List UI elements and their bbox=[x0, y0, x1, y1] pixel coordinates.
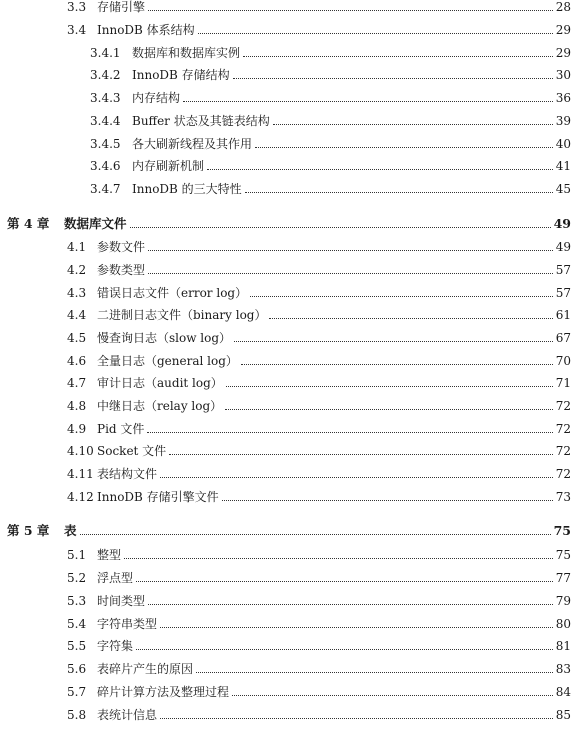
dot-leader bbox=[232, 694, 553, 696]
toc-entry[interactable] bbox=[67, 15, 571, 37]
toc-entry[interactable] bbox=[67, 631, 571, 653]
toc-entry[interactable] bbox=[67, 654, 571, 676]
toc-entry[interactable] bbox=[67, 459, 571, 481]
dot-leader bbox=[136, 648, 553, 650]
toc-entry-page-number: 28 bbox=[555, 0, 571, 14]
toc-entry-page-number: 79 bbox=[555, 594, 571, 608]
toc-entry-title: 二进制日志文件（binary log） bbox=[97, 308, 267, 322]
toc-entry-number: 3.4.2 bbox=[90, 68, 121, 82]
dot-leader bbox=[222, 499, 553, 501]
toc-entry-page-number: 72 bbox=[555, 399, 571, 413]
toc-entry-page-number: 80 bbox=[555, 617, 571, 631]
toc-entry-number: 5.1 bbox=[67, 548, 87, 562]
toc-entry-number: 4.12 bbox=[67, 490, 94, 504]
toc-entry-page-number: 72 bbox=[555, 467, 571, 481]
toc-entry-page-number: 49 bbox=[553, 216, 571, 231]
toc-entry-page-number: 45 bbox=[555, 182, 571, 196]
dot-leader bbox=[207, 168, 553, 170]
toc-entry-number: 5.2 bbox=[67, 571, 87, 585]
toc-entry[interactable] bbox=[67, 700, 571, 722]
toc-entry-number: 3.4.5 bbox=[90, 137, 121, 151]
toc-entry-title: 审计日志（audit log） bbox=[97, 376, 223, 390]
dot-leader bbox=[196, 671, 553, 673]
toc-entry-title: 慢查询日志（slow log） bbox=[97, 331, 232, 345]
toc-entry-number: 4.5 bbox=[67, 331, 87, 345]
dot-leader bbox=[160, 717, 553, 719]
toc-entry[interactable] bbox=[67, 391, 571, 413]
dot-leader bbox=[148, 249, 553, 251]
toc-entry-title: 全量日志（general log） bbox=[97, 354, 238, 368]
toc-entry-title: 碎片计算方法及整理过程 bbox=[97, 685, 230, 699]
toc-entry-title: 中继日志（relay log） bbox=[97, 399, 223, 413]
toc-entry-number: 3.4 bbox=[67, 23, 87, 37]
toc-entry-number: 5.8 bbox=[67, 708, 87, 722]
dot-leader bbox=[243, 55, 553, 57]
toc-entry-number: 3.4.1 bbox=[90, 46, 121, 60]
dot-leader bbox=[80, 533, 551, 535]
toc-entry-number: 3.4.7 bbox=[90, 182, 121, 196]
toc-entry-number: 第 5 章 bbox=[7, 523, 50, 538]
toc-entry-title: 数据库和数据库实例 bbox=[132, 46, 241, 60]
toc-entry[interactable] bbox=[67, 323, 571, 345]
toc-entry-title: Buffer 状态及其链表结构 bbox=[132, 114, 270, 128]
toc-entry[interactable] bbox=[67, 278, 571, 300]
toc-entry[interactable] bbox=[67, 677, 571, 699]
toc-entry-title: InnoDB 体系结构 bbox=[97, 23, 195, 37]
dot-leader bbox=[160, 626, 553, 628]
toc-entry-number: 第 4 章 bbox=[7, 216, 50, 231]
toc-entry[interactable] bbox=[67, 368, 571, 390]
toc-entry[interactable] bbox=[67, 0, 571, 14]
toc-entry-page-number: 57 bbox=[555, 286, 571, 300]
dot-leader bbox=[148, 272, 553, 274]
toc-entry-page-number: 40 bbox=[555, 137, 571, 151]
toc-entry-page-number: 57 bbox=[555, 263, 571, 277]
toc-entry-number: 4.11 bbox=[67, 467, 94, 481]
toc-entry[interactable] bbox=[90, 129, 571, 151]
dot-leader bbox=[148, 603, 553, 605]
dot-leader bbox=[130, 226, 551, 228]
toc-entry[interactable] bbox=[90, 151, 571, 173]
toc-entry-page-number: 84 bbox=[555, 685, 571, 699]
toc-entry-page-number: 77 bbox=[555, 571, 571, 585]
toc-entry-number: 4.4 bbox=[67, 308, 87, 322]
toc-entry-page-number: 41 bbox=[555, 159, 571, 173]
toc-entry-title: InnoDB 存储结构 bbox=[132, 68, 230, 82]
toc-entry-number: 3.4.6 bbox=[90, 159, 121, 173]
dot-leader bbox=[225, 408, 553, 410]
toc-entry-title: InnoDB 存储引擎文件 bbox=[97, 490, 219, 504]
dot-leader bbox=[255, 146, 553, 148]
dot-leader bbox=[148, 9, 553, 11]
dot-leader bbox=[147, 431, 552, 433]
toc-entry-page-number: 67 bbox=[555, 331, 571, 345]
toc-entry-number: 3.3 bbox=[67, 0, 87, 14]
toc-entry-title: 字符串类型 bbox=[97, 617, 158, 631]
toc-entry-title: 参数类型 bbox=[97, 263, 146, 277]
toc-entry-number: 3.4.4 bbox=[90, 114, 121, 128]
toc-entry-page-number: 36 bbox=[555, 91, 571, 105]
toc-entry-title: Pid 文件 bbox=[97, 422, 145, 436]
toc-entry-title: 内存结构 bbox=[132, 91, 181, 105]
toc-entry-page-number: 29 bbox=[555, 46, 571, 60]
toc-entry-page-number: 30 bbox=[555, 68, 571, 82]
dot-leader bbox=[234, 340, 553, 342]
toc-entry-number: 5.7 bbox=[67, 685, 87, 699]
dot-leader bbox=[226, 385, 553, 387]
toc-entry-title: 时间类型 bbox=[97, 594, 146, 608]
toc-entry-number: 4.7 bbox=[67, 376, 87, 390]
toc-entry-number: 5.4 bbox=[67, 617, 87, 631]
toc-entry-page-number: 83 bbox=[555, 662, 571, 676]
dot-leader bbox=[233, 77, 553, 79]
toc-entry[interactable] bbox=[90, 60, 571, 82]
toc-entry-title: 数据库文件 bbox=[64, 216, 127, 231]
dot-leader bbox=[250, 295, 553, 297]
dot-leader bbox=[245, 191, 553, 193]
toc-entry-title: Socket 文件 bbox=[97, 444, 167, 458]
toc-entry-page-number: 70 bbox=[555, 354, 571, 368]
toc-entry-page-number: 61 bbox=[555, 308, 571, 322]
toc-entry-page-number: 72 bbox=[555, 444, 571, 458]
toc-entry[interactable] bbox=[67, 563, 571, 585]
toc-entry-number: 4.6 bbox=[67, 354, 87, 368]
dot-leader bbox=[183, 100, 553, 102]
toc-entry-number: 4.10 bbox=[67, 444, 94, 458]
toc-entry-title: 各大刷新线程及其作用 bbox=[132, 137, 253, 151]
toc-entry-page-number: 49 bbox=[555, 240, 571, 254]
toc-entry[interactable] bbox=[67, 586, 571, 608]
toc-entry-title: 整型 bbox=[97, 548, 122, 562]
toc-entry-page-number: 85 bbox=[555, 708, 571, 722]
toc-entry[interactable] bbox=[67, 414, 571, 436]
toc-entry[interactable] bbox=[67, 300, 571, 322]
toc-entry[interactable] bbox=[67, 609, 571, 631]
toc-entry[interactable] bbox=[67, 482, 571, 504]
toc-entry-title: 错误日志文件（error log） bbox=[97, 286, 248, 300]
dot-leader bbox=[269, 317, 552, 319]
toc-entry[interactable] bbox=[90, 106, 571, 128]
toc-entry-title: 存储引擎 bbox=[97, 0, 146, 14]
toc-entry-page-number: 81 bbox=[555, 639, 571, 653]
toc-entry-number: 3.4.3 bbox=[90, 91, 121, 105]
toc-entry-page-number: 29 bbox=[555, 23, 571, 37]
toc-entry-title: 表 bbox=[64, 523, 77, 538]
dot-leader bbox=[160, 476, 553, 478]
toc-entry[interactable] bbox=[67, 346, 571, 368]
toc-entry-title: 参数文件 bbox=[97, 240, 146, 254]
toc-entry-title: InnoDB 的三大特性 bbox=[132, 182, 242, 196]
dot-leader bbox=[136, 580, 553, 582]
toc-entry[interactable] bbox=[67, 255, 571, 277]
toc-entry-title: 浮点型 bbox=[97, 571, 134, 585]
dot-leader bbox=[273, 123, 553, 125]
toc-entry-number: 4.2 bbox=[67, 263, 87, 277]
toc-entry[interactable] bbox=[90, 38, 571, 60]
toc-entry-page-number: 75 bbox=[555, 548, 571, 562]
toc-entry-number: 4.1 bbox=[67, 240, 87, 254]
dot-leader bbox=[198, 32, 553, 34]
toc-entry-page-number: 39 bbox=[555, 114, 571, 128]
toc-entry-title: 表结构文件 bbox=[97, 467, 158, 481]
toc-entry-page-number: 72 bbox=[555, 422, 571, 436]
toc-entry[interactable] bbox=[67, 232, 571, 254]
toc-entry-title: 表碎片产生的原因 bbox=[97, 662, 194, 676]
toc-entry-title: 表统计信息 bbox=[97, 708, 158, 722]
toc-entry-number: 4.3 bbox=[67, 286, 87, 300]
toc-entry[interactable] bbox=[90, 174, 571, 196]
dot-leader bbox=[124, 557, 553, 559]
toc-entry-page-number: 73 bbox=[555, 490, 571, 504]
toc-entry-page-number: 71 bbox=[555, 376, 571, 390]
toc-entry-number: 5.5 bbox=[67, 639, 87, 653]
toc-entry-number: 5.3 bbox=[67, 594, 87, 608]
dot-leader bbox=[241, 363, 553, 365]
toc-entry[interactable] bbox=[67, 436, 571, 458]
toc-entry-page-number: 75 bbox=[553, 523, 571, 538]
toc-entry-title: 字符集 bbox=[97, 639, 134, 653]
toc-entry[interactable] bbox=[90, 83, 571, 105]
toc-entry[interactable] bbox=[67, 540, 571, 562]
toc-entry-number: 5.6 bbox=[67, 662, 87, 676]
toc-chapter-entry[interactable] bbox=[7, 516, 571, 538]
toc-entry-title: 内存刷新机制 bbox=[132, 159, 205, 173]
toc-entry-number: 4.8 bbox=[67, 399, 87, 413]
toc-chapter-entry[interactable] bbox=[7, 209, 571, 231]
dot-leader bbox=[169, 453, 553, 455]
toc-entry-number: 4.9 bbox=[67, 422, 87, 436]
